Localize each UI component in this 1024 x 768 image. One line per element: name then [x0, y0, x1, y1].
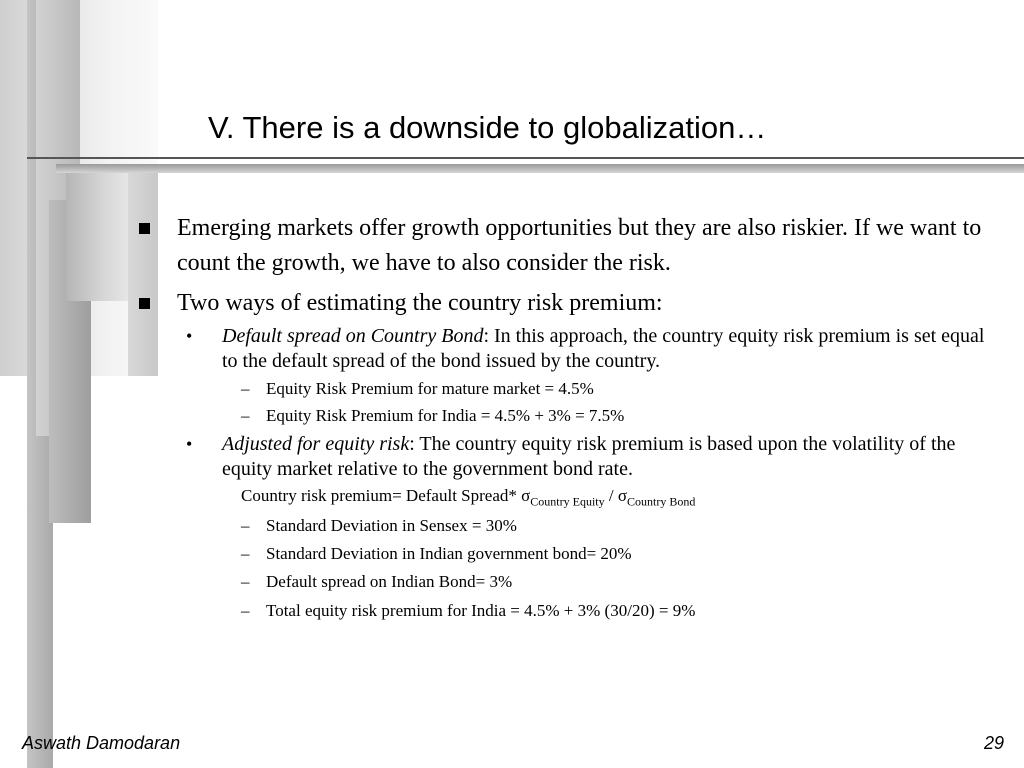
page-number: 29: [983, 733, 1004, 753]
slide-title: V. There is a downside to globalization…: [208, 110, 767, 145]
title-shadow-bar: [56, 164, 1024, 173]
method-label: Adjusted for equity risk: [222, 433, 410, 455]
decor-block: [66, 173, 128, 301]
bullet-text: Emerging markets offer growth opportunities but they are also riskier. If we want to count the growth, we have to also consider the risk.: [177, 215, 982, 276]
dash-bullet-icon: –: [241, 601, 250, 620]
dot-bullet-icon: •: [186, 434, 193, 454]
bullet-item: [177, 286, 997, 321]
bullet-item: [177, 211, 997, 281]
square-bullet-icon: [139, 298, 150, 309]
detail-item: [241, 543, 986, 565]
dash-bullet-icon: –: [241, 544, 250, 563]
dash-bullet-icon: –: [241, 516, 250, 535]
dash-bullet-icon: –: [241, 379, 250, 398]
square-bullet-icon: [139, 223, 150, 234]
detail-item: [241, 515, 986, 537]
decor-block: [128, 173, 158, 376]
dash-bullet-icon: –: [241, 572, 250, 591]
dot-bullet-icon: •: [186, 326, 193, 346]
detail-text: Standard Deviation in Sensex = 30%: [266, 516, 517, 535]
sigma-symbol: σ: [617, 486, 628, 505]
detail-text: Equity Risk Premium for India = 4.5% + 3% = 7.5%: [266, 406, 625, 425]
footer-author: Aswath Damodaran: [22, 733, 181, 753]
detail-text: Total equity risk premium for India = 4.5% + 3% (30/20) = 9%: [266, 601, 696, 620]
bullet-text: Two ways of estimating the country risk premium:: [177, 290, 663, 316]
formula-slash: /: [604, 486, 618, 505]
detail-text: Equity Risk Premium for mature market = 4.5%: [266, 379, 594, 398]
sub-bullet-item: [186, 432, 1002, 482]
detail-item: [241, 378, 986, 400]
method-text: : The country equity risk premium is based upon the volatility of the equity market relative to the government bond rate.: [222, 433, 956, 480]
detail-item: [241, 571, 986, 593]
title-rule: [27, 157, 1024, 159]
formula-line: [241, 485, 695, 512]
sub-bullet-item: [186, 324, 1002, 374]
detail-item: [241, 600, 986, 622]
method-text: : In this approach, the country equity risk premium is set equal to the default spread of the bond issued by the country.: [222, 325, 985, 372]
formula-subscript: Country Bond: [627, 494, 696, 509]
formula-prefix: Country risk premium= Default Spread*: [241, 486, 522, 505]
formula-subscript: Country Equity: [530, 494, 605, 509]
method-label: Default spread on Country Bond: [222, 325, 484, 347]
detail-text: Default spread on Indian Bond= 3%: [266, 572, 513, 591]
detail-text: Standard Deviation in Indian government bond= 20%: [266, 544, 632, 563]
sigma-symbol: σ: [521, 486, 531, 505]
detail-item: [241, 405, 986, 427]
dash-bullet-icon: –: [241, 406, 250, 425]
